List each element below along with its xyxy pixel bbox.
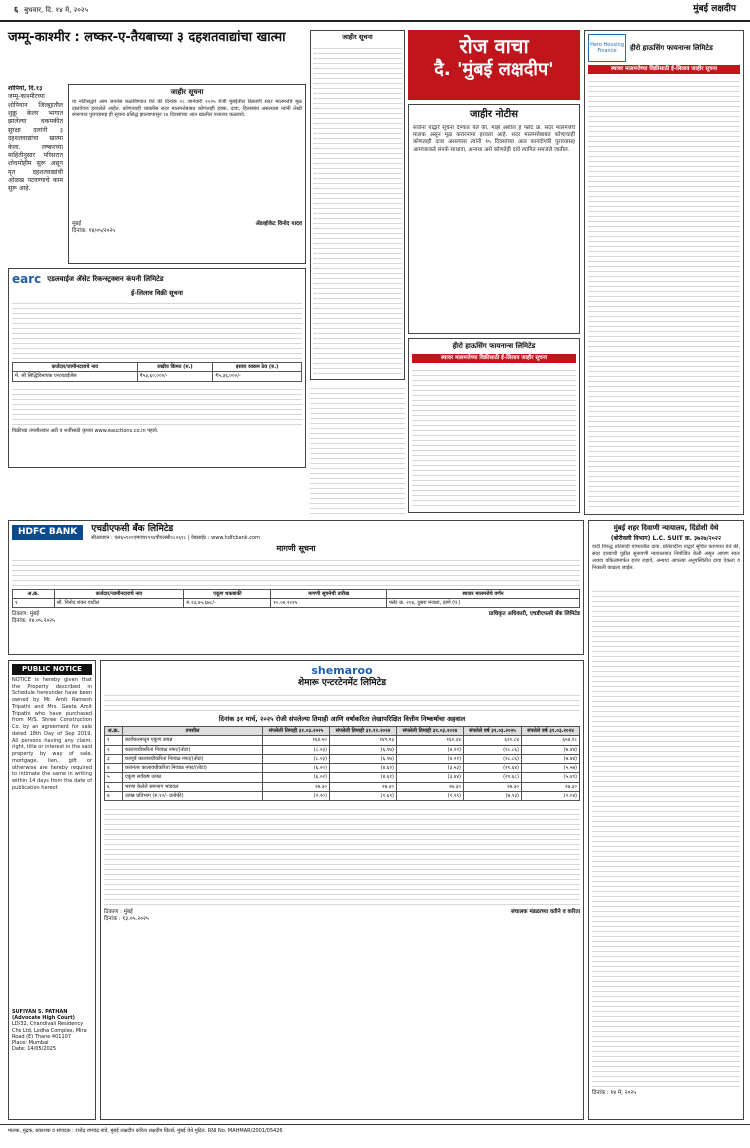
notice-1-title: जाहीर सूचना	[170, 88, 204, 96]
notice-2-title: जाहीर नोटीस	[469, 109, 518, 120]
sh-cell: २७.३०	[263, 782, 330, 791]
sh-th-3: संपलेली तिमाही ३१.१२.२०२४	[329, 727, 396, 736]
earc-small-print-2	[12, 385, 302, 425]
table-row	[105, 764, 580, 773]
earc-td-1: ₹५३,६०,०००/-	[137, 372, 213, 381]
masthead: मुंबई लक्षदीप	[693, 4, 736, 15]
shemaroo-notes	[104, 805, 580, 905]
rozvacha-line2: दै. 'मुंबई लक्षदीप'	[434, 59, 554, 80]
hdfc-date: दिनांक: १४.०५.२०२५	[12, 617, 56, 624]
small-print-text	[313, 44, 402, 374]
shemaroo-name: शेमारू एन्टरटेनमेंट लिमिटेड	[297, 677, 387, 688]
date-line: बुधवार, दि. १४ मे, २०२५	[24, 5, 89, 14]
court-title: मुंबई शहर दिवाणी न्यायालय, दिंडोशी येथे	[613, 524, 719, 532]
shemaroo-header	[104, 664, 580, 689]
notice-1-place: मुंबई	[72, 220, 82, 227]
sh-cell: १६२.३४	[396, 736, 463, 745]
sh-cell: (१.२९)	[396, 791, 463, 800]
news-body-wrap	[8, 85, 63, 260]
shemaroo-subtitle: दिनांक ३१ मार्च, २०२५ रोजी संपलेल्या तिमाही आणि वर्षाकरिता लेखापरिक्षित वित्तीय निष्कर्षाचा अहवाल	[218, 715, 466, 723]
hdfc-th-2: एकूण थकबाकी	[184, 589, 271, 598]
sh-cell: (७.४४)	[521, 754, 579, 763]
pn-address: LD/32, Chandivali Residency Chs Ltd, Lodha Complex, Mira Road (E) Thane 401107	[12, 1021, 87, 1040]
sh-cell: (२.०४)	[521, 791, 579, 800]
earc-footer: विक्रीच्या तपशीलवार अटी व शर्तींसाठी कृपया www.eauctions.co.in पहावे.	[12, 427, 159, 434]
sh-cell: करानंतर कालावधीकरिता निव्वळ नफा/(तोटा)	[123, 764, 263, 773]
news-headline-block	[8, 30, 306, 80]
sh-th-5: संपलेले वर्ष ३१.०३.२०२५	[463, 727, 521, 736]
sh-cell: २७.३०	[329, 782, 396, 791]
notice-1-date: दिनांक: १४/०५/२०२५	[72, 227, 116, 234]
sh-cell: (६.०२)	[263, 773, 330, 782]
sh-cell: (७.४४)	[521, 745, 579, 754]
hdfc-th-3: मागणी सूचनेची तारीख	[271, 589, 387, 598]
sh-cell: (६.१७)	[329, 745, 396, 754]
sh-th-1: तपशील	[123, 727, 263, 736]
earc-th-2: इसारा रक्कम ठेव (रु.)	[213, 363, 302, 372]
sh-cell: १६४.५०	[263, 736, 330, 745]
shemaroo-logo: shemaroo	[311, 664, 373, 677]
hero-top-name: हीरो हाऊसिंग फायनान्स लिमिटेड	[630, 43, 713, 52]
notice-1-body: या नोटीसद्वारे आम जनतेस कळविण्यात येते की दिनांक २८ जानेवारी २०२५ रोजी मुंबईतील ठिकाणी सदर मालमत्तेचे मूळ दस्तऐवज हरवलेले आहेत. कोणत्याही व्यक्तीस सदर मालमत्तेबाबत कोणताही हक्क, दावा, हितसंबंध असल्यास त्यांनी लेखी स्वरूपात पुराव्यासह ही सूचना प्रसिद्ध झाल्यापासून १४ दिवसांच्या आत खालील पत्त्यावर कळवावे.	[72, 98, 302, 119]
shemaroo-place: ठिकाण : मुंबई	[104, 909, 133, 916]
hero-top-header	[588, 34, 740, 62]
sh-cell: ७	[105, 791, 123, 800]
sh-cell: ६२०.८४	[463, 736, 521, 745]
sh-cell: (५.४९)	[521, 773, 579, 782]
middle-lower-small-print	[310, 384, 405, 514]
court-small-print	[592, 587, 740, 1087]
header-left	[14, 5, 88, 15]
hdfc-small-print	[12, 556, 580, 586]
sh-th-0: अ.क्र.	[105, 727, 123, 736]
sh-cell: करपूर्व कालावधीकरिता निव्वळ नफा/(तोटा)	[123, 754, 263, 763]
pn-signer: SUFIYAN S. PATHAN (Advocate High Court)	[12, 1008, 75, 1021]
hero-mid-name: हीरो हाऊसिंग फायनान्स लिमिटेड	[452, 342, 536, 350]
hero-housing-notice-mid	[408, 338, 580, 513]
hdfc-table	[12, 589, 580, 609]
hdfc-header-text	[91, 524, 260, 542]
earc-table	[12, 362, 302, 382]
sh-cell: (४.६२)	[329, 764, 396, 773]
notice-1-footer	[72, 221, 302, 235]
sh-cell: भरणा केलेले समभाग भांडवल	[123, 782, 263, 791]
sh-cell: उत्पन्न प्रतिभाग (रु.१०/- प्रत्येकी)	[123, 791, 263, 800]
sh-cell: (८.०३)	[263, 745, 330, 754]
notice-2-body: सर्वांना याद्वारे सूचना देण्यात येते की, माझे अशील हे फ्लॅट क्र. सदर मालमत्तेचे मालक असून मूळ करारनामा हरवला आहे. सदर मालमत्तेबाबत कोणाचाही कोणताही दावा असल्यास त्यांनी १५ दिवसांच्या आत कागदोपत्री पुराव्यासह आमच्याकडे संपर्क साधावा, अन्यथा असे कोणतेही दावे त्यागित समजले जातील.	[413, 124, 575, 153]
hdfc-td-0: १	[13, 598, 55, 607]
earc-td-2: ₹५,३६,०००/-	[213, 372, 302, 381]
public-notice-1	[68, 84, 306, 264]
earc-small-print	[12, 299, 302, 359]
middle-column-title: जाहीर सूचना	[342, 33, 373, 41]
sh-th-6: संपलेले वर्ष ३१.०३.२०२४	[521, 727, 579, 736]
court-date: दिनांक : १४ मे, २०२५	[592, 1090, 637, 1097]
table-row	[105, 736, 580, 745]
hero-logo: Hero Housing Finance	[588, 34, 626, 62]
sh-cell: २७.३०	[463, 782, 521, 791]
sh-cell: एकूण सर्वंकष उत्पन्न	[123, 773, 263, 782]
notice-1-place-date	[72, 221, 115, 235]
pn-body: NOTICE is hereby given that the Property described in Schedule hereunder have been owned by Mr. Amit Ramesh Tripathi and Mrs. Geeta Amit Tripathi who have purchased from M/S. Shree Construction Co. by an agreement for sale dated 18th Day of Sep 2019. All persons having any claim, right, title or interest in the said property by way of sale, mortgage, lien, gift or otherwise are hereby required to intimate the same in writing within 14 days from the date of publication hereof.	[12, 676, 92, 791]
table-row	[13, 598, 580, 607]
sh-cell: ६५४.१८	[521, 736, 579, 745]
hero-top-subtitle: स्थावर मालमत्तेच्या विक्रीसाठी ई-लिलाव जाहीर सूचना	[588, 65, 740, 74]
table-row	[105, 791, 580, 800]
hdfc-name: एचडीएफसी बँक लिमिटेड	[91, 524, 174, 534]
sh-cell: (२८.८६)	[463, 754, 521, 763]
sh-cell: (२८.८६)	[463, 745, 521, 754]
english-public-notice	[8, 660, 96, 1120]
hdfc-footer	[12, 611, 580, 625]
hdfc-th-0: अ.क्र.	[13, 589, 55, 598]
hdfc-td-1: श्री. विनोद शंकर पाटील	[54, 598, 184, 607]
public-notice-2	[408, 104, 580, 334]
shemaroo-table-header	[105, 727, 580, 736]
middle-notices-column	[310, 30, 405, 380]
hdfc-signer: प्राधिकृत अधिकारी, एचडीएफसी बँक लिमिटेड	[488, 611, 580, 617]
shemaroo-table	[104, 726, 580, 801]
sh-cell: ६	[105, 782, 123, 791]
sh-cell: (५.५७)	[521, 764, 579, 773]
sh-cell: (४.६१)	[329, 773, 396, 782]
pn-date: Date: 14/05/2025	[12, 1046, 57, 1053]
earc-table-header	[13, 363, 302, 372]
earc-logo: earc	[12, 272, 42, 286]
hdfc-notice-title: मागणी सूचना	[276, 543, 316, 553]
shemaroo-results	[100, 660, 584, 1120]
sh-cell: २७.३०	[396, 782, 463, 791]
table-row	[105, 754, 580, 763]
earc-notice-title: ई-लिलाव विक्री सूचना	[131, 289, 183, 297]
hdfc-th-1: कर्जदार/जामीनदाराचे नाव	[54, 589, 184, 598]
hdfc-th-4: स्थावर मालमत्तेचे वर्णन	[386, 589, 579, 598]
page-footer	[0, 1124, 750, 1148]
rozvacha-line1: रोज वाचा	[459, 34, 529, 58]
sh-cell: (७.९३)	[463, 791, 521, 800]
sh-cell: (४.२१)	[396, 754, 463, 763]
sh-cell: ५	[105, 773, 123, 782]
sh-cell: (२१.६८)	[463, 773, 521, 782]
shemaroo-footer: संचालक मंडळाच्या वतीने व करिता	[510, 909, 580, 916]
sh-cell: २	[105, 745, 123, 754]
sh-th-4: संपलेली तिमाही ३१.०३.२०२४	[396, 727, 463, 736]
sh-cell: (६.१७)	[329, 754, 396, 763]
hdfc-header	[12, 524, 580, 542]
sh-cell: (२१.६४)	[463, 764, 521, 773]
page-header	[0, 0, 750, 22]
sh-cell: कालावधीकरिता निव्वळ नफा/(तोटा)	[123, 745, 263, 754]
middle-column-lower	[310, 384, 405, 514]
shemaroo-table-body	[105, 736, 580, 801]
shemaroo-address	[104, 691, 580, 713]
table-row	[105, 745, 580, 754]
table-row	[105, 782, 580, 791]
hdfc-td-4: फ्लॅट क्र. २०४, दुसरा मजला, ठाणे (प.)	[386, 598, 579, 607]
rozvacha-banner	[408, 30, 580, 100]
hdfc-table-header	[13, 589, 580, 598]
hero-top-small-print	[588, 77, 740, 507]
hdfc-logo: HDFC BANK	[12, 525, 83, 540]
hdfc-cin: सीआयएन : एल६५९२०एमएच१९९४पीएलसी०८०६१८ | वेबसाईट : www.hdfcbank.com	[91, 535, 260, 542]
news-body: जम्मू-काश्मीरच्या शोपियान जिल्ह्यातील शुक्रू केलर भागात झालेल्या चकमकीत सुरक्षा दलांनी ३ दहशतवाद्यांचा खात्मा केला. लष्करच्या माहितीनुसार परिसरात शोधमोहीम सुरू असून मृत दहशतवाद्यांची ओळख पटवण्याचे काम सुरू आहे.	[8, 93, 63, 193]
page-number: ६	[14, 5, 19, 14]
court-notice	[588, 520, 744, 1120]
sh-cell: (१.६९)	[329, 791, 396, 800]
news-headline: जम्मू-काश्मीर : लष्कर-ए-तैयबाच्या ३ दहशतवाद्यांचा खात्मा	[8, 30, 286, 45]
sh-cell: कार्यचलनातून एकूण उत्पन्न	[123, 736, 263, 745]
hdfc-place: ठिकाण: मुंबई	[12, 611, 39, 617]
pn-title: PUBLIC NOTICE	[12, 664, 92, 675]
hdfc-td-3: १०.०४.२०२५	[271, 598, 387, 607]
sh-cell: (३.५३)	[396, 764, 463, 773]
hero-mid-subtitle: स्थावर मालमत्तेच्या विक्रीसाठी ई-लिलाव जाहीर सूचना	[412, 354, 576, 363]
shemaroo-date: दिनांक : १३.०५.२०२५	[104, 916, 149, 922]
sh-cell: ३	[105, 754, 123, 763]
sh-cell: १४९.२३	[329, 736, 396, 745]
news-dateline: शोपियां, दि.१३	[8, 85, 43, 92]
earc-name: एडलवाईज ॲसेट रिकन्स्ट्रक्शन कंपनी लिमिटेड	[47, 275, 164, 284]
shemaroo-footer-row	[104, 909, 580, 923]
earc-td-0: मे. श्री सिद्धिविनायक एन्टरप्राईजेस	[13, 372, 138, 381]
sh-th-2: संपलेली तिमाही ३१.०३.२०२५	[263, 727, 330, 736]
sh-cell: (६.००)	[263, 764, 330, 773]
pn-place: Place: Mumbai	[12, 1040, 49, 1046]
footer-text: मालक, मुद्रक, प्रकाशक व संपादक : राजेंद्र रामचंद्र पांडे, मुंबई लक्षदीप करिता लक्षदीप प्रिंटर्स, मुंबई येथे मुद्रित. RNI No. MAHMAR/2001/05426	[8, 1128, 283, 1134]
sh-cell: २७.३०	[521, 782, 579, 791]
notice-1-signer: ॲडव्होकेट विनोद यादव	[255, 220, 302, 227]
hero-housing-notice-top	[584, 30, 744, 515]
shemaroo-place-date	[104, 909, 149, 923]
sh-cell: ४	[105, 764, 123, 773]
table-row	[105, 773, 580, 782]
sh-cell: (८.०३)	[263, 754, 330, 763]
table-row	[13, 372, 302, 381]
court-case: (बोरीवली विभाग) L.C. SUIT क्र. ३७२७/२०२२	[610, 534, 722, 542]
earc-th-1: राखीव किंमत (रु.)	[137, 363, 213, 372]
sh-cell: (२.२०)	[263, 791, 330, 800]
earc-header	[12, 272, 302, 287]
earc-th-0: कर्जदार/जामीनदाराचे नाव	[13, 363, 138, 372]
court-body: वादी विरुद्ध प्रतिवादी यांच्यातील दावा. प्रतिवादींना याद्वारे सूचित करण्यात येते की, सदर दाव्याची पुढील सुनावणी न्यायालयात नियोजित केली असून आपण स्वतः अथवा वकिलामार्फत हजर राहावे, अन्यथा आपल्या अनुपस्थितीत दावा ऐकला व निकाली काढला जाईल.	[592, 544, 740, 571]
sh-cell: १	[105, 736, 123, 745]
sh-cell: (३.४४)	[396, 773, 463, 782]
hdfc-place-date	[12, 611, 55, 625]
hero-mid-small-print	[412, 366, 576, 506]
hdfc-notice	[8, 520, 584, 655]
sh-cell: (४.२१)	[396, 745, 463, 754]
earc-notice	[8, 268, 306, 468]
hdfc-td-2: रु.२३,४५,६७८/-	[184, 598, 271, 607]
